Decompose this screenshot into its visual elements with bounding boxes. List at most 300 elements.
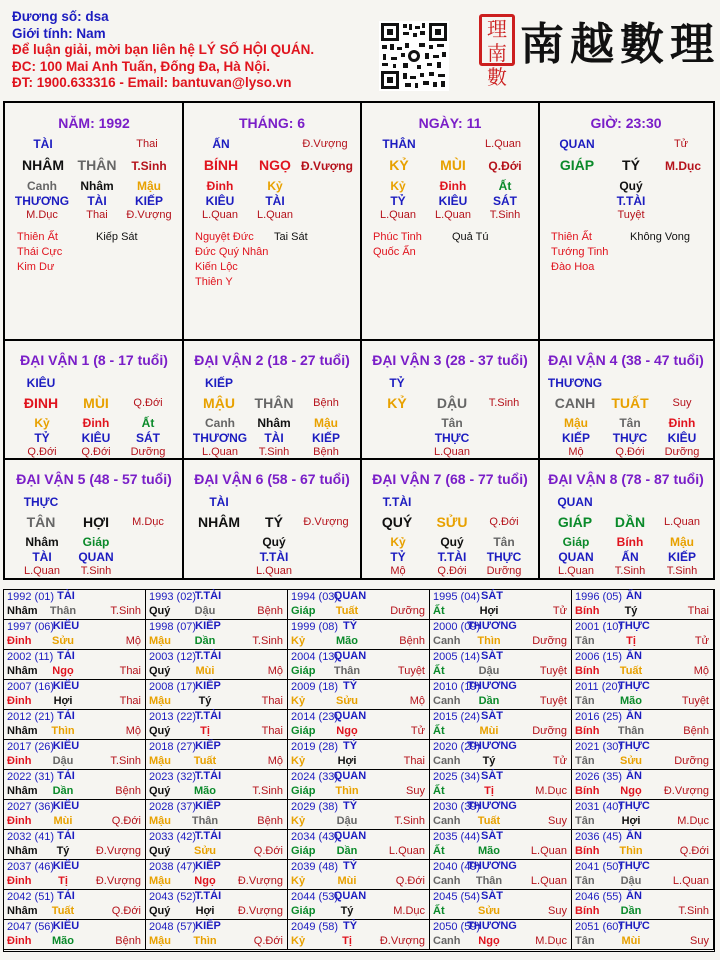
hidden-life-stage: Tuyệt	[617, 209, 645, 221]
ten-god-label: KIẾP	[195, 740, 221, 752]
heavenly-stem: Nhâm	[7, 665, 38, 677]
heavenly-stem: Canh	[433, 755, 461, 767]
heavenly-stem: Tân	[575, 875, 595, 887]
year-label: 2012 (21)	[7, 711, 55, 723]
life-stage-label: Tuyệt	[397, 665, 425, 677]
earthly-branch: Mùi	[337, 875, 357, 887]
ten-god-label: ẤN	[626, 890, 642, 902]
ten-god-label: TỶ	[342, 620, 358, 632]
earthly-branch: Sửu	[193, 845, 217, 857]
earthly-branch: Mùi	[479, 725, 499, 737]
earthly-branch: TUẤT	[611, 395, 649, 411]
hidden-stem: Nhâm	[25, 535, 59, 549]
hidden-ten-god: KIÊU	[667, 431, 697, 445]
ten-god-label: TỶ	[389, 376, 405, 390]
life-stage-label: T.Sinh	[110, 605, 141, 617]
year-cell	[4, 740, 146, 770]
inauspicious-star: Tai Sát	[274, 231, 308, 243]
hidden-ten-god: T.TÀI	[259, 550, 289, 564]
earthly-branch: Mão	[52, 935, 74, 947]
ten-god-label: T.TÀI	[194, 830, 222, 842]
heavenly-stem: KỶ	[389, 157, 409, 173]
pillars-grid	[3, 101, 715, 580]
auspicious-star: Tướng Tinh	[551, 246, 609, 258]
year-label: 2049 (58)	[291, 921, 339, 933]
heavenly-stem: Ất	[433, 665, 445, 677]
ten-god-label: TÀI	[33, 137, 53, 151]
dai-van-cell	[5, 340, 183, 459]
year-cell	[146, 740, 288, 770]
year-cell	[572, 590, 714, 620]
inauspicious-star: Kiếp Sát	[96, 231, 138, 243]
info-line	[12, 75, 314, 92]
life-stage-label: L.Quan	[663, 516, 701, 528]
heavenly-stem: Canh	[433, 875, 461, 887]
life-stage-label: Q.Đới	[253, 845, 283, 857]
auspicious-star: Đào Hoa	[551, 261, 595, 273]
ten-god-label: TÀI	[57, 650, 75, 662]
hidden-stem: Quý	[262, 535, 286, 549]
year-cell	[430, 620, 572, 650]
life-stage-label: L.Quan	[672, 875, 709, 887]
year-label: 2003 (12)	[149, 651, 197, 663]
info-value: ĐC: 100 Mai Anh Tuấn, Đống Đa, Hà Nội.	[12, 58, 271, 74]
hidden-stem: Tân	[441, 416, 463, 430]
year-label: 2023 (32)	[149, 771, 197, 783]
dai-van-cell	[539, 340, 713, 459]
hidden-stem: Giáp	[562, 535, 590, 549]
hidden-life-stage: L.Quan	[379, 209, 417, 221]
year-label: 2044 (53)	[291, 891, 339, 903]
ten-god-label: TỶ	[342, 740, 358, 752]
hidden-ten-god: TỶ	[390, 194, 406, 208]
heavenly-stem: Giáp	[291, 845, 316, 857]
heavenly-stem: Kỷ	[291, 635, 306, 647]
hidden-life-stage: L.Quan	[255, 565, 293, 577]
earthly-branch: Dần	[620, 905, 642, 917]
earthly-branch: Tuất	[51, 905, 75, 917]
hidden-life-stage: L.Quan	[433, 446, 471, 458]
heavenly-stem: Kỷ	[291, 875, 306, 887]
life-stage-label: Thai	[261, 725, 283, 737]
life-stage-label: Tử	[673, 138, 689, 150]
year-label: 2017 (26)	[7, 741, 55, 753]
earthly-branch: Tý	[340, 905, 354, 917]
earthly-branch: Thìn	[193, 935, 217, 947]
heavenly-stem: Tân	[575, 695, 595, 707]
year-cell	[146, 680, 288, 710]
year-label: 2047 (56)	[7, 921, 55, 933]
hidden-stem: Đinh	[206, 179, 234, 193]
ten-god-label: TÀI	[57, 590, 75, 602]
heavenly-stem: Quý	[149, 785, 171, 797]
hidden-ten-god: TÀI	[32, 550, 52, 564]
life-stage-label: Q.Đới	[253, 935, 283, 947]
heavenly-stem: Quý	[149, 905, 171, 917]
life-stage-label: Bệnh	[683, 725, 709, 737]
heavenly-stem: NHÂM	[22, 157, 64, 173]
ten-god-label: THÂN	[382, 137, 416, 151]
ten-god-label: THỰC	[618, 680, 650, 692]
year-cell	[146, 770, 288, 800]
ten-god-label: THƯƠNG	[547, 376, 603, 390]
auspicious-star: Nguyệt Đức	[195, 231, 254, 243]
life-stage-label: Q.Đới	[489, 516, 519, 528]
hidden-stem: Đinh	[668, 416, 696, 430]
ten-god-label: TỶ	[342, 860, 358, 872]
heavenly-stem: Canh	[433, 695, 461, 707]
heavenly-stem: Kỷ	[291, 815, 306, 827]
heavenly-stem: KỶ	[387, 395, 407, 411]
hidden-stem: Giáp	[82, 535, 110, 549]
life-stage-label: Q.Đới	[488, 159, 522, 173]
info-label: Đương số:	[12, 9, 86, 24]
ten-god-label: KIÊU	[52, 920, 80, 932]
year-cell	[430, 680, 572, 710]
year-cell	[430, 740, 572, 770]
hidden-stem: Tân	[493, 535, 515, 549]
life-stage-label: Thai	[119, 665, 141, 677]
hidden-ten-god: THỰC	[434, 431, 470, 445]
earthly-branch: Tý	[482, 755, 496, 767]
year-cell	[4, 650, 146, 680]
ten-god-label: QUAN	[557, 495, 593, 509]
year-label: 1996 (05)	[575, 591, 623, 603]
ten-god-label: ẤN	[626, 590, 642, 602]
year-label: 2022 (31)	[7, 771, 55, 783]
life-stage-label: Đ.Vượng	[302, 138, 348, 150]
ten-god-label: SÁT	[481, 650, 503, 662]
heavenly-stem: Canh	[433, 935, 461, 947]
ten-god-label: T.TÀI	[194, 590, 222, 602]
ten-god-label: SÁT	[481, 770, 503, 782]
year-label: 2010 (19)	[433, 681, 481, 693]
ten-god-label: T.TÀI	[194, 650, 222, 662]
year-cell	[288, 800, 430, 830]
ten-god-label: KIẾP	[195, 860, 221, 872]
heavenly-stem: Bính	[575, 665, 600, 677]
life-stage-label: Đ.Vượng	[95, 875, 141, 887]
heavenly-stem: Giáp	[291, 605, 316, 617]
year-label: 1992 (01)	[7, 591, 55, 603]
earthly-branch: Tị	[342, 935, 352, 947]
life-stage-label: Tử	[694, 635, 709, 647]
heavenly-stem: Kỷ	[291, 755, 306, 767]
life-stage-label: Q.Đới	[111, 815, 141, 827]
earthly-branch: Mão	[194, 785, 216, 797]
heavenly-stem: Quý	[149, 605, 171, 617]
ten-god-label: QUAN	[333, 650, 367, 662]
earthly-branch: TÝ	[622, 157, 640, 173]
heavenly-stem: Kỷ	[291, 695, 306, 707]
year-label: 2032 (41)	[7, 831, 55, 843]
heavenly-stem: Đinh	[7, 935, 32, 947]
earthly-branch: Thìn	[51, 725, 75, 737]
hidden-life-stage: Q.Đới	[27, 446, 57, 458]
hidden-life-stage: L.Quan	[23, 565, 61, 577]
owner-info	[12, 9, 314, 92]
earthly-branch: Mão	[336, 635, 358, 647]
year-cell	[288, 860, 430, 890]
life-stage-label: L.Quan	[530, 875, 567, 887]
hidden-life-stage: M.Dục	[26, 209, 58, 221]
auspicious-star: Thiên Ất	[17, 231, 58, 243]
year-cell	[288, 710, 430, 740]
life-stage-label: Mộ	[267, 665, 283, 677]
hidden-life-stage: L.Quan	[256, 209, 294, 221]
hidden-ten-god: T.TÀI	[437, 550, 467, 564]
hidden-life-stage: L.Quan	[201, 446, 239, 458]
pillar-title: THÁNG: 6	[238, 115, 306, 131]
hidden-ten-god: KIẾP	[134, 194, 164, 208]
hidden-life-stage: T.Sinh	[666, 565, 698, 577]
year-label: 2030 (39)	[433, 801, 481, 813]
heavenly-stem: Bính	[575, 785, 600, 797]
year-cell	[430, 590, 572, 620]
ten-god-label: THỰC	[618, 620, 650, 632]
life-stage-label: T.Sinh	[394, 815, 425, 827]
life-stage-label: Dưỡng	[390, 605, 425, 617]
earthly-branch: Dần	[336, 845, 358, 857]
heavenly-stem: BÍNH	[203, 157, 239, 173]
life-stage-label: Đ.Vượng	[303, 516, 349, 528]
heavenly-stem: Giáp	[291, 785, 316, 797]
hidden-life-stage: Q.Đới	[81, 446, 111, 458]
ten-god-label: THỰC	[618, 860, 650, 872]
earthly-branch: Hợi	[479, 605, 499, 617]
earthly-branch: Hợi	[621, 815, 641, 827]
year-cell	[288, 830, 430, 860]
year-cell	[288, 890, 430, 920]
ten-god-label: THƯƠNG	[467, 680, 517, 692]
heavenly-stem: Bính	[575, 845, 600, 857]
ten-god-label: KIẾP	[195, 620, 221, 632]
year-label: 2040 (49)	[433, 861, 481, 873]
earthly-branch: Dậu	[620, 875, 642, 887]
year-cell	[430, 830, 572, 860]
earthly-branch: SỬU	[436, 514, 468, 530]
year-label: 2015 (24)	[433, 711, 481, 723]
earthly-branch: Tị	[484, 785, 494, 797]
heavenly-stem: Nhâm	[7, 605, 38, 617]
pillar-title: GIỜ: 23:30	[590, 115, 662, 131]
hidden-ten-god: THỰC	[486, 550, 522, 564]
hidden-ten-god: KIẾP	[667, 550, 697, 564]
life-stage-label: Đ.Vượng	[379, 935, 425, 947]
hidden-stem: Tân	[619, 416, 641, 430]
year-cell	[146, 860, 288, 890]
ten-god-label: SÁT	[481, 710, 503, 722]
hidden-ten-god: T.TÀI	[616, 194, 646, 208]
earthly-branch: Tý	[624, 605, 638, 617]
year-cell	[288, 740, 430, 770]
ten-god-label: ẤN	[626, 710, 642, 722]
dai-van-title: ĐẠI VẬN 6 (58 - 67 tuổi)	[194, 471, 350, 487]
info-value: dsa	[85, 9, 109, 24]
hidden-ten-god: KIÊU	[205, 194, 235, 208]
year-cell	[4, 680, 146, 710]
ten-god-label: KIẾP	[195, 680, 221, 692]
year-label: 2045 (54)	[433, 891, 481, 903]
hidden-life-stage: Q.Đới	[437, 565, 467, 577]
year-cell	[4, 710, 146, 740]
year-label: 1999 (08)	[291, 621, 339, 633]
heavenly-stem: Mậu	[149, 695, 171, 707]
ten-god-label: QUAN	[333, 590, 367, 602]
ten-god-label: TỶ	[342, 800, 358, 812]
year-label: 2000 (09)	[433, 621, 481, 633]
year-cell	[146, 710, 288, 740]
auspicious-star: Thiên Ất	[551, 231, 592, 243]
life-stage-label: Bệnh	[399, 635, 425, 647]
life-stage-label: Bệnh	[115, 785, 141, 797]
earthly-branch: Sửu	[51, 635, 75, 647]
earthly-branch: Tuất	[477, 815, 501, 827]
pillar-title: NGÀY: 11	[418, 115, 482, 131]
life-stage-label: Mộ	[125, 635, 141, 647]
hidden-life-stage: Dưỡng	[664, 446, 700, 458]
year-label: 2031 (40)	[575, 801, 623, 813]
info-label: Giới tính:	[12, 25, 77, 41]
ten-god-label: THƯƠNG	[467, 860, 517, 872]
heavenly-stem: Nhâm	[7, 905, 38, 917]
ten-god-label: THƯƠNG	[467, 740, 517, 752]
year-label: 2033 (42)	[149, 831, 197, 843]
year-cell	[146, 620, 288, 650]
auspicious-star: Đức Quý Nhân	[195, 246, 269, 258]
life-stage-label: Mộ	[267, 755, 283, 767]
year-cell	[4, 770, 146, 800]
earthly-branch: Tý	[198, 695, 212, 707]
year-label: 2007 (16)	[7, 681, 55, 693]
heavenly-stem: Tân	[575, 815, 595, 827]
hidden-ten-god: SÁT	[136, 431, 160, 445]
hidden-ten-god: KIÊU	[438, 194, 468, 208]
hidden-life-stage: Thai	[86, 209, 108, 221]
heavenly-stem: Mậu	[149, 635, 171, 647]
heavenly-stem: QUÝ	[381, 514, 413, 530]
hidden-stem: Kỷ	[390, 535, 406, 549]
hidden-ten-god: TỶ	[390, 550, 406, 564]
earthly-branch: MÙI	[83, 395, 109, 411]
earthly-branch: Thìn	[335, 785, 359, 797]
ten-god-label: T.TÀI	[194, 890, 222, 902]
hidden-ten-god: TÀI	[264, 431, 284, 445]
earthly-branch: Ngọ	[336, 725, 358, 737]
year-label: 2014 (23)	[291, 711, 339, 723]
year-label: 2042 (51)	[7, 891, 55, 903]
year-label: 2004 (13)	[291, 651, 339, 663]
header	[0, 0, 720, 100]
ten-god-label: KIÊU	[52, 800, 80, 812]
hidden-ten-god: TÀI	[87, 194, 107, 208]
hidden-stem: Bính	[616, 535, 644, 549]
ten-god-label: TÀI	[57, 710, 75, 722]
earthly-branch: Dậu	[194, 605, 216, 617]
earthly-branch: NGỌ	[259, 157, 291, 173]
earthly-branch: Thìn	[619, 845, 643, 857]
life-stage-label: T.Sinh	[110, 755, 141, 767]
dai-van-cell	[183, 459, 361, 578]
heavenly-stem: Bính	[575, 605, 600, 617]
heavenly-stem: Đinh	[7, 815, 32, 827]
year-label: 2011 (20)	[575, 681, 622, 693]
year-label: 2019 (28)	[291, 741, 339, 753]
year-cell	[288, 590, 430, 620]
dai-van-cell	[361, 340, 539, 459]
year-label: 2006 (15)	[575, 651, 623, 663]
earthly-branch: Tuất	[193, 755, 217, 767]
ten-god-label: TỶ	[342, 680, 358, 692]
year-label: 2036 (45)	[575, 831, 623, 843]
ten-god-label: ẤN	[626, 650, 642, 662]
year-cell	[572, 800, 714, 830]
earthly-branch: Mùi	[621, 935, 641, 947]
hidden-ten-god: TỶ	[34, 431, 50, 445]
hidden-ten-god: THƯƠNG	[192, 431, 248, 445]
hidden-stem: Canh	[27, 179, 57, 193]
year-label: 2043 (52)	[149, 891, 197, 903]
year-cell	[430, 650, 572, 680]
ten-god-label: KIÊU	[26, 376, 56, 390]
earthly-branch: HỢI	[83, 514, 109, 530]
earthly-branch: Dần	[478, 695, 500, 707]
heavenly-stem: Giáp	[291, 905, 316, 917]
hidden-stem: Đinh	[82, 416, 110, 430]
hidden-life-stage: L.Quan	[557, 565, 595, 577]
ten-god-label: SÁT	[481, 590, 503, 602]
earthly-branch: Sửu	[619, 755, 643, 767]
earthly-branch: Hợi	[195, 905, 215, 917]
heavenly-stem: GIÁP	[557, 514, 593, 530]
year-cell	[430, 920, 572, 950]
ten-god-label: THỰC	[23, 495, 59, 509]
hidden-life-stage: L.Quan	[201, 209, 239, 221]
hidden-life-stage: T.Sinh	[258, 446, 290, 458]
year-cell	[4, 860, 146, 890]
heavenly-stem: Tân	[575, 755, 595, 767]
year-label: 2034 (43)	[291, 831, 339, 843]
ten-god-label: SÁT	[481, 890, 503, 902]
hidden-ten-god: KIẾP	[311, 431, 341, 445]
year-cell	[4, 920, 146, 950]
info-value: ĐT: 1900.633316 - Email: bantuvan@lyso.vn	[12, 75, 292, 90]
life-stage-label: L.Quan	[484, 138, 522, 150]
earthly-branch: Dần	[52, 785, 74, 797]
earthly-branch: Tị	[626, 635, 636, 647]
hidden-life-stage: Dưỡng	[486, 565, 522, 577]
earthly-branch: Thân	[191, 815, 219, 827]
hidden-ten-god: THỰC	[612, 431, 648, 445]
ten-god-label: THƯƠNG	[467, 920, 517, 932]
info-line	[12, 42, 314, 59]
year-cell	[4, 890, 146, 920]
year-cell	[572, 680, 714, 710]
ten-god-label: THƯƠNG	[467, 800, 517, 812]
info-line	[12, 9, 314, 26]
heavenly-stem: Nhâm	[7, 725, 38, 737]
earthly-branch: DẦN	[614, 514, 646, 530]
life-stage-label: Tuyệt	[539, 665, 567, 677]
year-cell	[146, 650, 288, 680]
ten-god-label: KIẾP	[204, 376, 234, 390]
life-stage-label: Suy	[672, 397, 692, 409]
earthly-branch: Tuất	[335, 605, 359, 617]
life-stage-label: Mộ	[125, 725, 141, 737]
life-stage-label: Suy	[690, 935, 709, 947]
pillar-cell	[5, 103, 183, 340]
heavenly-stem: Nhâm	[7, 785, 38, 797]
